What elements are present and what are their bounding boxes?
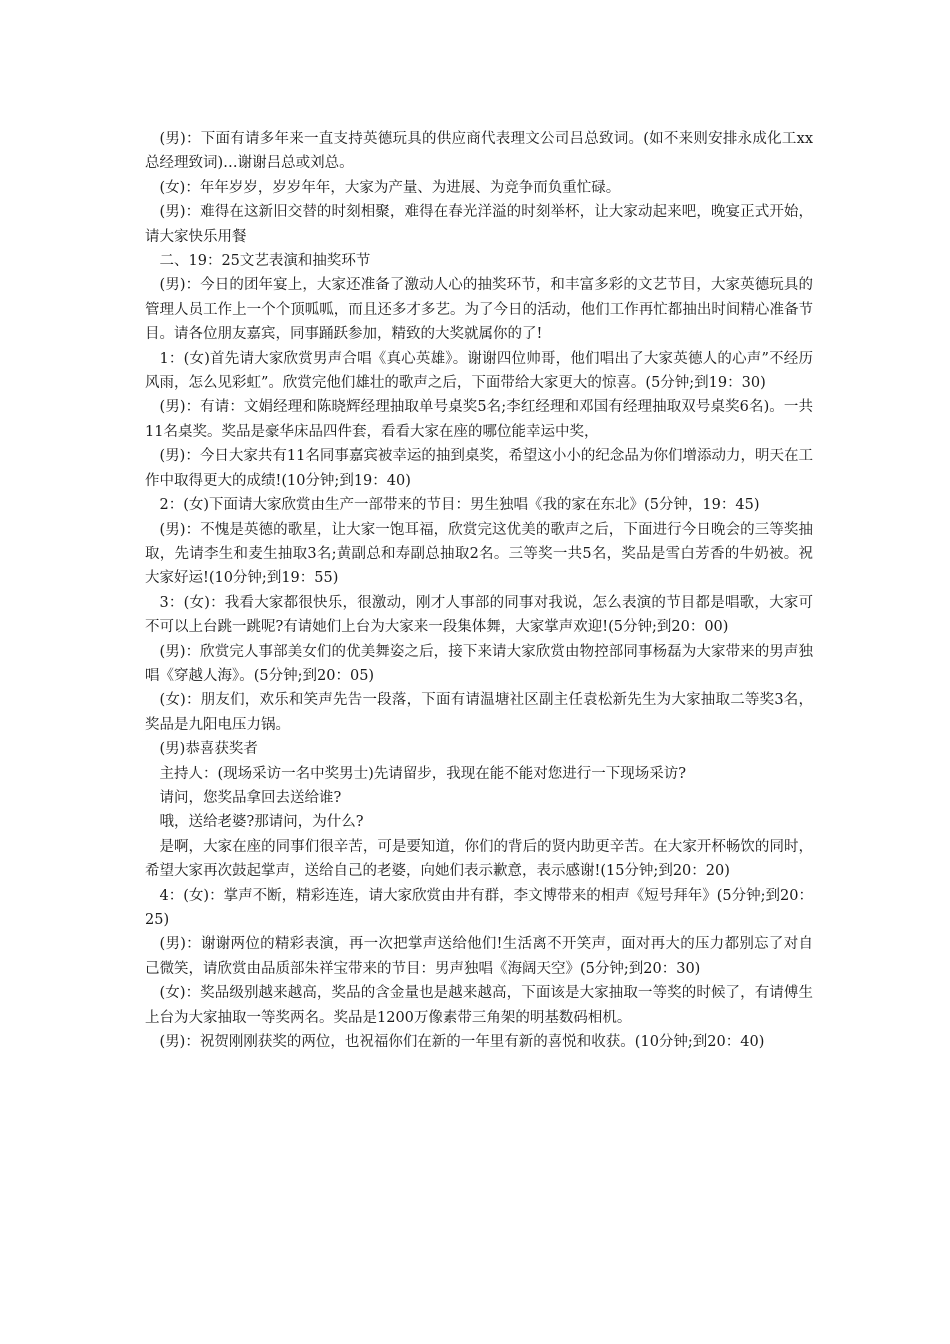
paragraph-year-after-year: (女)：年年岁岁，岁岁年年，大家为产量、为进展、为竞争而负重忙碌。 xyxy=(159,179,621,196)
paragraph-program-3: 3：(女)：我看大家都很快乐，很激动，刚才人事部的同事对我说，怎么表演的节目都是唱歌，大家可不可以上台跳一跳呢?有请她们上台为大家来一段集体舞，大家掌声欢迎!(5分钟;到20：00) xyxy=(145,594,813,636)
paragraph-first-prize: (女)：奖品级别越来越高，奖品的含金量也是越来越高，下面该是大家抽取一等奖的时候了，有请傅生上台为大家抽取一等奖两名。奖品是1200万像素带三角架的明基数码相机。 xyxy=(145,985,813,1026)
paragraph-thanks-wives: 是啊，大家在座的同事们很辛苦，可是要知道，你们的背后的贤内助更辛苦。在大家开杯畅饮的同时，希望大家再次鼓起掌声，送给自己的老婆，向她们表示歉意，表示感谢!(15分钟;到20：20) xyxy=(145,838,813,880)
paragraph-banquet-start: (男)：难得在这新旧交替的时刻相聚，难得在春光洋溢的时刻举杯，让大家动起来吧，晚宴正式开始，请大家快乐用餐 xyxy=(145,204,813,245)
document-body xyxy=(145,127,813,1054)
paragraph-program-1: 1：(女)首先请大家欣赏男声合唱《真心英雄》。谢谢四位帅哥，他们唱出了大家英德人的心声”不经历风雨，怎么见彩虹”。欣赏完他们雄壮的歌声之后，下面带给大家更大的惊喜。(5分钟;到19：30) xyxy=(145,350,813,392)
paragraph-solo-song-2: (男)：谢谢两位的精彩表演，再一次把掌声送给他们!生活离不开笑声，面对再大的压力都别忘了对自己微笑，请欣赏由品质部朱祥宝带来的节目：男声独唱《海阔天空》(5分钟;到20：30) xyxy=(145,936,813,977)
paragraph-question-1: 请问，您奖品拿回去送给谁? xyxy=(159,789,342,806)
paragraph-second-prize: (女)：朋友们，欢乐和笑声先告一段落，下面有请温塘社区副主任袁松新先生为大家抽取二等奖3名，奖品是九阳电压力锅。 xyxy=(145,692,813,733)
paragraph-solo-song: (男)：欣赏完人事部美女们的优美舞姿之后，接下来请大家欣赏由物控部同事杨磊为大家带来的男声独唱《穿越人海》。(5分钟;到20：05) xyxy=(145,643,813,684)
paragraph-table-prize-draw: (男)：有请：文娟经理和陈晓辉经理抽取单号桌奖5名;李红经理和邓国有经理抽取双号桌奖6名)。一共11名桌奖。奖品是豪华床品四件套，看看大家在座的哪位能幸运中奖， xyxy=(145,399,813,440)
paragraph-congrats: (男)恭喜获奖者 xyxy=(159,741,258,758)
paragraph-third-prize: (男)：不愧是英德的歌星，让大家一饱耳福，欣赏完这优美的歌声之后，下面进行今日晚会的三等奖抽取，先请李生和麦生抽取3名;黄副总和寿副总抽取2名。三等奖一共5名，奖品是雪白芳香的牛奶被。祝大家好运!(10分钟;到19：55) xyxy=(145,521,813,587)
section-heading-performance-lottery: 二、19：25文艺表演和抽奖环节 xyxy=(159,253,371,270)
paragraph-host-interview: 主持人：(现场采访一名中奖男士)先请留步，我现在能不能对您进行一下现场采访? xyxy=(159,765,687,782)
paragraph-question-2: 哦，送给老婆?那请问，为什么? xyxy=(159,814,364,831)
paragraph-first-prize-congrats: (男)：祝贺刚刚获奖的两位，也祝福你们在新的一年里有新的喜悦和收获。(10分钟;到20：40) xyxy=(159,1034,765,1051)
paragraph-guest-speech-intro: (男)：下面有请多年来一直支持英德玩具的供应商代表理文公司吕总致词。(如不来则安排永成化工xx总经理致词)…谢谢吕总或刘总。 xyxy=(145,131,813,172)
paragraph-lottery-intro: (男)：今日的团年宴上，大家还准备了激动人心的抽奖环节，和丰富多彩的文艺节目，大家英德玩具的管理人员工作上一个个顶呱呱，而且还多才多艺。为了今日的活动，他们工作再忙都抽出时间精心准备节目。请各位朋友嘉宾，同事踊跃参加，精致的大奖就属你的了! xyxy=(145,277,813,343)
paragraph-table-prize-winners: (男)：今日大家共有11名同事嘉宾被幸运的抽到桌奖，希望这小小的纪念品为你们增添动力，明天在工作中取得更大的成绩!(10分钟;到19：40) xyxy=(145,448,813,489)
paragraph-program-2: 2：(女)下面请大家欣赏由生产一部带来的节目：男生独唱《我的家在东北》(5分钟，19：45) xyxy=(159,497,760,514)
paragraph-program-4: 4：(女)：掌声不断，精彩连连，请大家欣赏由井有群，李文博带来的相声《短号拜年》(5分钟;到20：25) xyxy=(145,887,813,928)
